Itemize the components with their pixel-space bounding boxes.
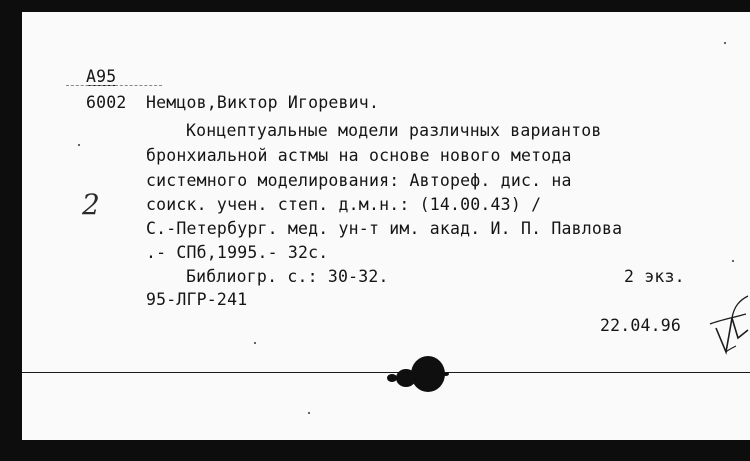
bibliography-note: Библиогр. с.: 30-32. [186, 267, 389, 286]
catalog-card [22, 12, 750, 440]
speck [308, 412, 310, 414]
title-line: Концептуальные модели различных вариантов [186, 121, 602, 140]
date-stamp: 22.04.96 [600, 316, 682, 335]
shelfmark: A95 [86, 67, 117, 86]
title-line: .- СПб,1995.- 32с. [146, 243, 329, 262]
speck [78, 144, 80, 146]
author: Немцов,Виктор Игоревич. [146, 93, 380, 112]
title-line: С.-Петербург. мед. ун-т им. акад. И. П. Павлова [146, 219, 623, 238]
title-line: системного моделирования: Автореф. дис. на [146, 171, 572, 190]
signature-mark [702, 290, 750, 360]
card-number: 6002 [86, 93, 127, 112]
speck [724, 42, 726, 44]
ink-blot [380, 350, 450, 396]
underline-rule [66, 85, 162, 86]
title-line: бронхиальной астмы на основе нового метода [146, 146, 572, 165]
registration-number: 95-ЛГР-241 [146, 290, 248, 309]
handwritten-mark: 2 [82, 188, 101, 221]
title-line: соиск. учен. степ. д.м.н.: (14.00.43) / [146, 195, 542, 214]
copies-count: 2 экз. [624, 267, 685, 286]
speck [254, 342, 256, 344]
speck [732, 260, 734, 262]
